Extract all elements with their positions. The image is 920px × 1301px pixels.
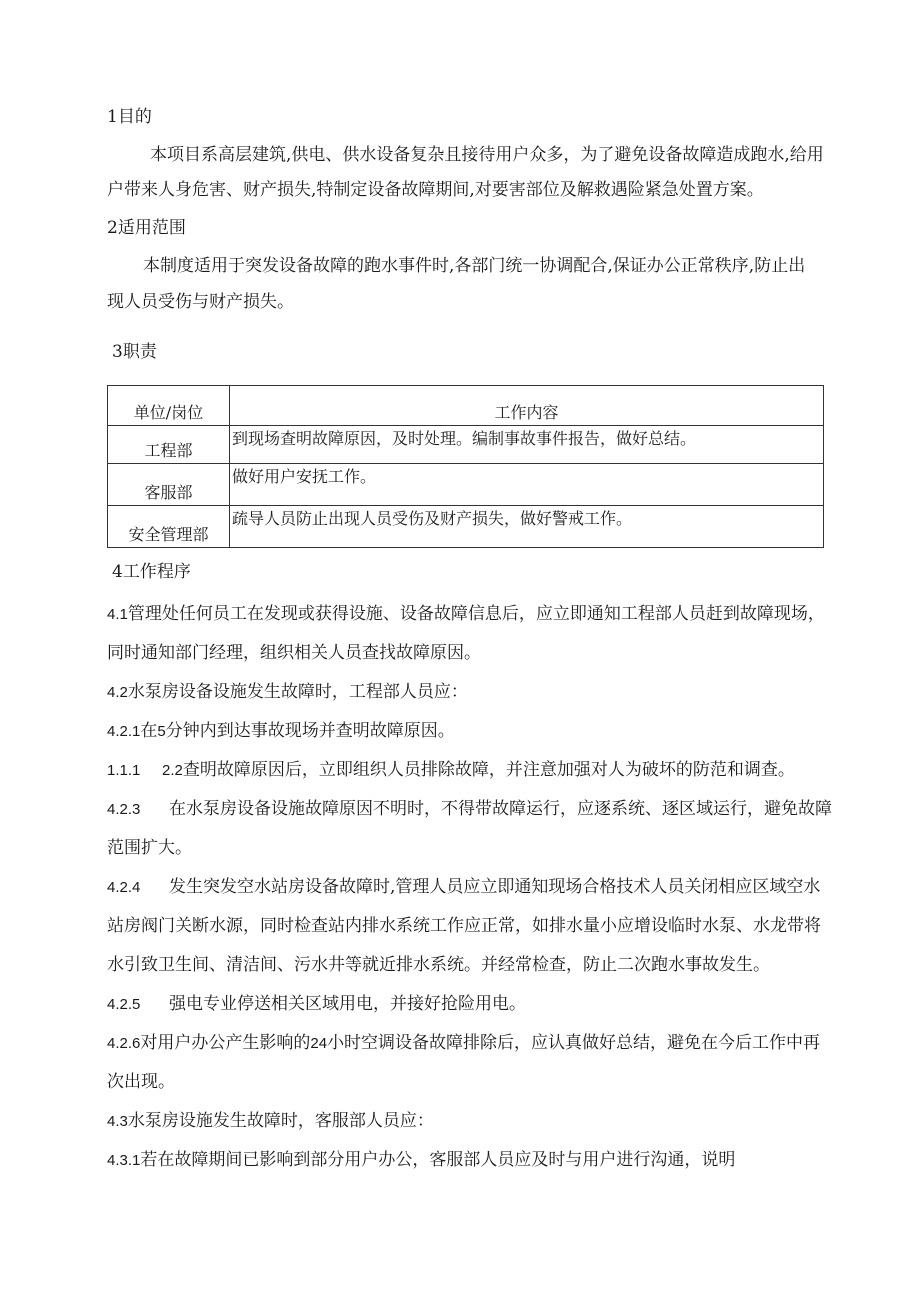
minutes-value: 5 xyxy=(157,723,166,740)
table-row xyxy=(108,506,824,548)
procedure-4-2-4-line-2: 站房阀门关断水源，同时检查站内排水系统工作应正常，如排水量小应增设临时水泵、水龙带将 xyxy=(107,916,821,936)
clause-number: 4.2 xyxy=(107,684,128,701)
section-2-title: 2适用范围 xyxy=(107,218,186,238)
procedure-4-2-6-line-2: 次出现。 xyxy=(107,1072,175,1092)
clause-text-post: 小时空调设备故障排除后，应认真做好总结，避免在今后工作中再 xyxy=(327,1033,821,1053)
clause-number: 4.2.5 xyxy=(107,996,141,1013)
section-4-title: 4工作程序 xyxy=(112,562,191,582)
procedure-4-2-6-line-1 xyxy=(107,1033,820,1054)
clause-number: 1.1.1 xyxy=(107,762,141,779)
clause-text-pre: 对用户办公产生影响的 xyxy=(140,1033,311,1053)
section-1-title: 1目的 xyxy=(107,107,152,127)
clause-number: 4.2.1 xyxy=(107,723,141,740)
section-3-title: 3职责 xyxy=(112,342,157,362)
unit-cell: 安全管理部 xyxy=(108,506,230,548)
header-unit-cell: 单位/岗位 xyxy=(108,386,230,426)
procedure-4-2-1 xyxy=(107,721,455,742)
clause-text: 强电专业停送相关区域用电，并接好抢险用电。 xyxy=(169,994,526,1014)
clause-text: 在水泵房设备设施故障原因不明时，不得带故障运行，应逐系统、逐区域运行，避免故障 xyxy=(169,799,832,819)
clause-text-pre: 在 xyxy=(140,721,158,741)
procedure-4-2-5 xyxy=(107,994,526,1015)
hours-value: 24 xyxy=(310,1035,328,1052)
procedure-4-3 xyxy=(107,1111,434,1132)
sub-clause-number: 2.2 xyxy=(162,762,183,779)
procedure-1-1-1 xyxy=(107,760,795,781)
section-1-paragraph-line-1: 本项目系高层建筑,供电、供水设备复杂且接待用户众多，为了避免设备故障造成跑水,给用 xyxy=(150,145,824,165)
section-1-paragraph-line-2: 户带来人身危害、财产损失,特制定设备故障期间,对要害部位及解救遇险紧急处置方案。 xyxy=(107,180,764,200)
content-cell: 到现场查明故障原因，及时处理。编制事故事件报告，做好总结。 xyxy=(230,426,824,464)
table-header-row xyxy=(108,386,824,426)
clause-number: 4.2.4 xyxy=(107,879,141,896)
clause-text: 水泵房设备设施发生故障时，工程部人员应： xyxy=(127,682,468,702)
procedure-4-2 xyxy=(107,682,468,703)
responsibility-table xyxy=(107,385,824,548)
section-2-paragraph-line-1: 本制度适用于突发设备故障的跑水事件时,各部门统一协调配合,保证办公正常秩序,防止出 xyxy=(143,256,806,276)
unit-cell: 工程部 xyxy=(108,426,230,464)
procedure-4-2-3-line-1 xyxy=(107,799,832,820)
clause-text: 查明故障原因后，立即组织人员排除故障，并注意加强对人为破坏的防范和调查。 xyxy=(182,760,795,780)
procedure-4-1-line-2: 同时通知部门经理，组织相关人员查找故障原因。 xyxy=(107,643,481,663)
clause-text: 发生突发空水站房设备故障时,管理人员应立即通知现场合格技术人员关闭相应区域空水 xyxy=(169,877,821,897)
procedure-4-1-line-1 xyxy=(107,604,825,625)
procedure-4-2-3-line-2: 范围扩大。 xyxy=(107,838,192,858)
clause-number: 4.2.3 xyxy=(107,801,141,818)
clause-number: 4.2.6 xyxy=(107,1035,141,1052)
table-row xyxy=(108,426,824,464)
content-cell: 疏导人员防止出现人员受伤及财产损失，做好警戒工作。 xyxy=(230,506,824,548)
clause-text: 若在故障期间已影响到部分用户办公，客服部人员应及时与用户进行沟通，说明 xyxy=(140,1150,736,1170)
content-cell: 做好用户安抚工作。 xyxy=(230,464,824,506)
procedure-4-2-4-line-3: 水引致卫生间、清洁间、污水井等就近排水系统。并经常检查，防止二次跑水事故发生。 xyxy=(107,955,770,975)
header-content-cell: 工作内容 xyxy=(230,386,824,426)
clause-number: 4.1 xyxy=(107,606,128,623)
procedure-4-2-4-line-1 xyxy=(107,877,820,898)
unit-cell: 客服部 xyxy=(108,464,230,506)
clause-text: 水泵房设施发生故障时，客服部人员应： xyxy=(127,1111,434,1131)
clause-text: 管理处任何员工在发现或获得设施、设备故障信息后，应立即通知工程部人员赶到故障现场， xyxy=(127,604,825,624)
clause-text-post: 分钟内到达事故现场并查明故障原因。 xyxy=(165,721,455,741)
section-2-paragraph-line-2: 现人员受伤与财产损失。 xyxy=(107,292,294,312)
clause-number: 4.3.1 xyxy=(107,1152,141,1169)
procedure-4-3-1 xyxy=(107,1150,735,1171)
clause-number: 4.3 xyxy=(107,1113,128,1130)
table-row xyxy=(108,464,824,506)
